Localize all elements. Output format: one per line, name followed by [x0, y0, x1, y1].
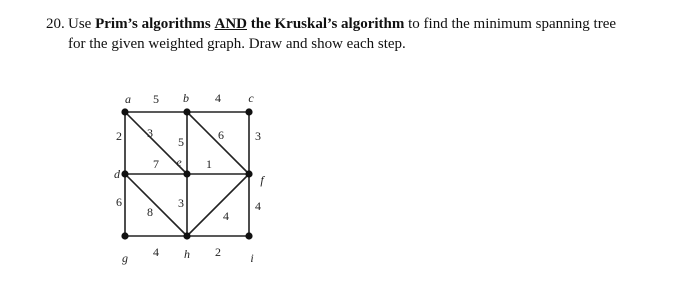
edge-weight-e-h: 3	[178, 196, 184, 210]
edge-weight-b-e: 5	[178, 135, 184, 149]
edge-weight-c-f: 3	[255, 129, 261, 143]
vertex-label-i: i	[250, 251, 254, 265]
edge-weight-a-b: 5	[153, 92, 159, 106]
vertex-label-c: c	[248, 91, 254, 105]
edge-f-h	[187, 174, 249, 236]
edge-weight-e-f: 1	[206, 157, 212, 171]
vertex-label-a: a	[125, 92, 131, 106]
edge-weight-d-e: 7	[153, 157, 159, 171]
vertex-a	[121, 108, 128, 115]
question-line-2-text: for the given weighted graph. Draw and show each step.	[68, 36, 406, 52]
edge-weight-f-i: 4	[255, 199, 261, 213]
edge-weight-d-g: 6	[116, 195, 122, 209]
vertex-label-b: b	[183, 91, 189, 105]
edge-b-f	[187, 112, 249, 174]
vertex-e	[183, 170, 190, 177]
vertex-c	[245, 108, 252, 115]
and-term: AND	[214, 16, 247, 32]
vertex-d	[121, 170, 128, 177]
vertex-label-f: f	[260, 173, 264, 187]
vertex-f	[245, 170, 252, 177]
edge-weight-d-h: 8	[147, 205, 153, 219]
prim-term: Prim’s algorithms	[95, 16, 211, 32]
vertex-b	[183, 108, 190, 115]
question-intro: Use	[68, 16, 96, 32]
edge-weight-b-c: 4	[215, 91, 221, 105]
edge-weight-a-d: 2	[116, 129, 122, 143]
vertex-label-e: e	[176, 155, 182, 169]
edge-weight-f-h: 4	[223, 209, 229, 223]
edge-weight-g-h: 4	[153, 245, 159, 259]
edge-weight-b-f: 6	[218, 128, 224, 142]
edge-weight-a-e: 3	[147, 126, 153, 140]
question-tail: to find the minimum spanning tree	[404, 16, 617, 32]
vertex-label-d: d	[114, 167, 120, 181]
vertex-h	[183, 232, 190, 239]
question-number: 20.	[46, 16, 65, 32]
vertex-label-g: g	[122, 251, 128, 265]
vertex-i	[245, 232, 252, 239]
edge-weight-h-i: 2	[215, 245, 221, 259]
vertex-g	[121, 232, 128, 239]
kruskal-term: the Kruskal’s algorithm	[250, 16, 405, 32]
vertex-label-h: h	[184, 247, 190, 261]
